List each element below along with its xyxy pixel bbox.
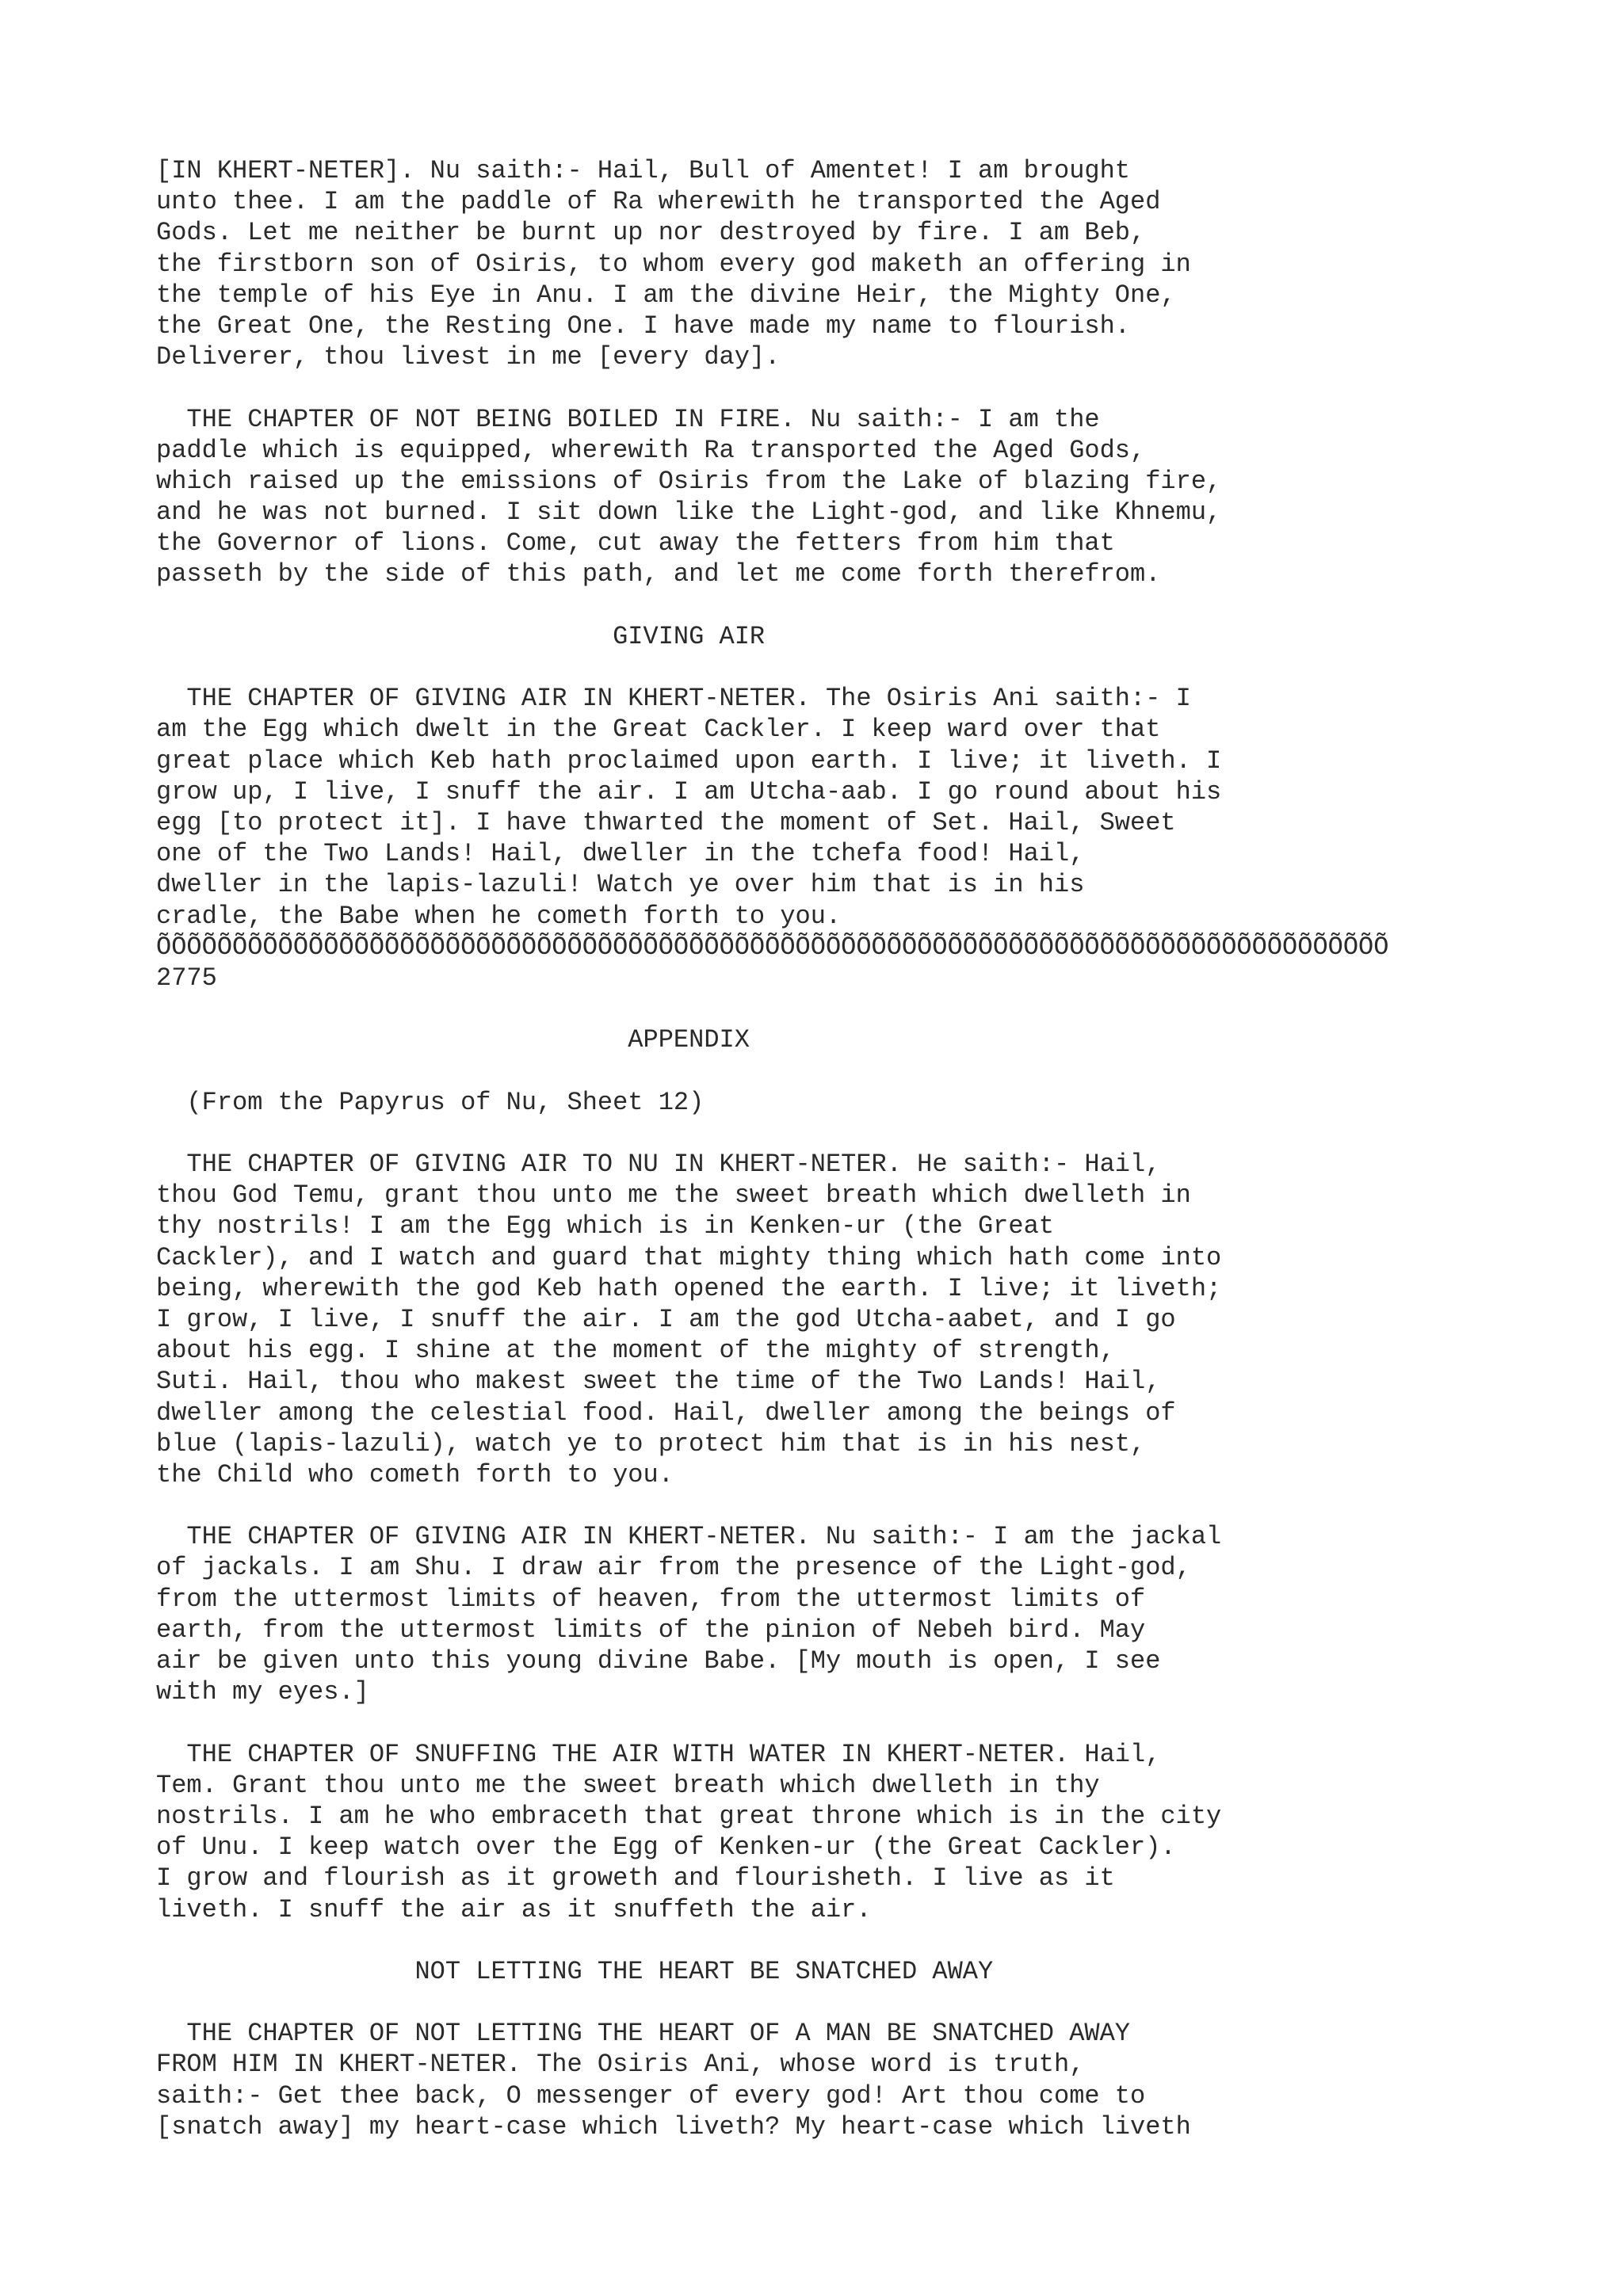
text-line: APPENDIX [156,1025,750,1055]
text-line: am the Egg which dwelt in the Great Cackler. I keep ward over that [156,715,1161,745]
blank-line [156,1707,1606,1738]
text-line: Tem. Grant thou unto me the sweet breath which dwelleth in thy [156,1770,1100,1800]
text-line: I grow and flourish as it groweth and flourisheth. I live as it [156,1863,1115,1894]
text-line: the Governor of lions. Come, cut away the fetters from him that [156,528,1115,559]
document-page [156,155,1606,2142]
text-line: THE CHAPTER OF SNUFFING THE AIR WITH WATER IN KHERT-NETER. Hail, [156,1739,1161,1769]
text-line: unto thee. I am the paddle of Ra wherewith he transported the Aged [156,187,1161,217]
blank-line [156,994,1606,1024]
blank-line [156,1118,1606,1149]
text-line: I grow, I live, I snuff the air. I am the god Utcha-aabet, and I go [156,1304,1176,1334]
text-line: GIVING AIR [156,621,766,651]
text-line: which raised up the emissions of Osiris from the Lake of blazing fire, [156,466,1222,496]
text-line: cradle, the Babe when he cometh forth to you. [156,901,842,931]
blank-line [156,1490,1606,1521]
text-line: (From the Papyrus of Nu, Sheet 12) [156,1087,705,1117]
text-line: ÕÕÕÕÕÕÕÕÕÕÕÕÕÕÕÕÕÕÕÕÕÕÕÕÕÕÕÕÕÕÕÕÕÕÕÕÕÕÕÕÕÕÕÕÕÕÕÕÕÕÕÕÕÕÕÕÕÕÕÕÕÕÕÕÕÕÕÕÕÕÕÕÕÕÕÕÕÕÕÕÕ [156,932,1389,962]
text-line: grow up, I live, I snuff the air. I am Utcha-aab. I go round about his [156,776,1222,807]
text-line: thou God Temu, grant thou unto me the sweet breath which dwelleth in [156,1180,1191,1211]
text-line: Deliverer, thou livest in me [every day]. [156,342,781,372]
blank-line [156,1925,1606,1956]
text-line: with my eyes.] [156,1677,369,1707]
text-line: Cackler), and I watch and guard that mighty thing which hath come into [156,1242,1222,1272]
text-line: and he was not burned. I sit down like the Light-god, and like Khnemu, [156,498,1222,528]
text-line: from the uttermost limits of heaven, from the uttermost limits of [156,1584,1146,1614]
text-line: dweller in the lapis-lazuli! Watch ye over him that is in his [156,870,1085,900]
blank-line [156,1055,1606,1086]
text-line: about his egg. I shine at the moment of the mighty of strength, [156,1336,1115,1366]
text-line: nostrils. I am he who embraceth that great throne which is in the city [156,1801,1222,1831]
text-line: the Child who cometh forth to you. [156,1459,674,1489]
text-line: 2775 [156,963,217,993]
text-line: Gods. Let me neither be burnt up nor destroyed by fire. I am Beb, [156,218,1146,248]
text-line: THE CHAPTER OF GIVING AIR IN KHERT-NETER. Nu saith:- I am the jackal [156,1522,1222,1552]
text-line: thy nostrils! I am the Egg which is in Kenken-ur (the Great [156,1211,1054,1241]
text-line: the firstborn son of Osiris, to whom every god maketh an offering in [156,249,1191,279]
blank-line [156,1987,1606,2018]
text-line: dweller among the celestial food. Hail, dweller among the beings of [156,1398,1176,1428]
text-line: air be given unto this young divine Babe. [My mouth is open, I see [156,1646,1161,1676]
text-line: egg [to protect it]. I have thwarted the moment of Set. Hail, Sweet [156,807,1176,837]
text-line: being, wherewith the god Keb hath opened the earth. I live; it liveth; [156,1273,1222,1303]
text-line: THE CHAPTER OF NOT BEING BOILED IN FIRE. Nu saith:- I am the [156,404,1100,434]
text-line: THE CHAPTER OF GIVING AIR IN KHERT-NETER. The Osiris Ani saith:- I [156,684,1191,714]
text-line: earth, from the uttermost limits of the pinion of Nebeh bird. May [156,1615,1146,1645]
text-line: paddle which is equipped, wherewith Ra transported the Aged Gods, [156,435,1146,465]
text-line: the Great One, the Resting One. I have made my name to flourish. [156,311,1130,341]
text-line: NOT LETTING THE HEART BE SNATCHED AWAY [156,1956,994,1986]
blank-line [156,652,1606,683]
text-line: FROM HIM IN KHERT-NETER. The Osiris Ani, whose word is truth, [156,2050,1085,2080]
text-line: great place which Keb hath proclaimed upon earth. I live; it liveth. I [156,746,1222,776]
text-line: one of the Two Lands! Hail, dweller in the tchefa food! Hail, [156,839,1085,869]
text-line: of Unu. I keep watch over the Egg of Kenken-ur (the Great Cackler). [156,1833,1176,1863]
text-line: the temple of his Eye in Anu. I am the divine Heir, the Mighty One, [156,280,1176,310]
text-line: of jackals. I am Shu. I draw air from the presence of the Light-god, [156,1553,1191,1583]
text-line: Suti. Hail, thou who makest sweet the time of the Two Lands! Hail, [156,1367,1161,1397]
text-line: [snatch away] my heart-case which liveth? My heart-case which liveth [156,2111,1191,2142]
text-line: THE CHAPTER OF NOT LETTING THE HEART OF A MAN BE SNATCHED AWAY [156,2019,1130,2049]
text-line: passeth by the side of this path, and let me come forth therefrom. [156,559,1161,589]
text-line: saith:- Get thee back, O messenger of every god! Art thou come to [156,2081,1146,2111]
text-line: [IN KHERT-NETER]. Nu saith:- Hail, Bull of Amentet! I am brought [156,156,1130,185]
text-line: THE CHAPTER OF GIVING AIR TO NU IN KHERT-NETER. He saith:- Hail, [156,1150,1161,1179]
blank-line [156,372,1606,403]
blank-line [156,590,1606,621]
text-line: liveth. I snuff the air as it snuffeth the air. [156,1894,872,1924]
text-line: blue (lapis-lazuli), watch ye to protect him that is in his nest, [156,1428,1146,1459]
